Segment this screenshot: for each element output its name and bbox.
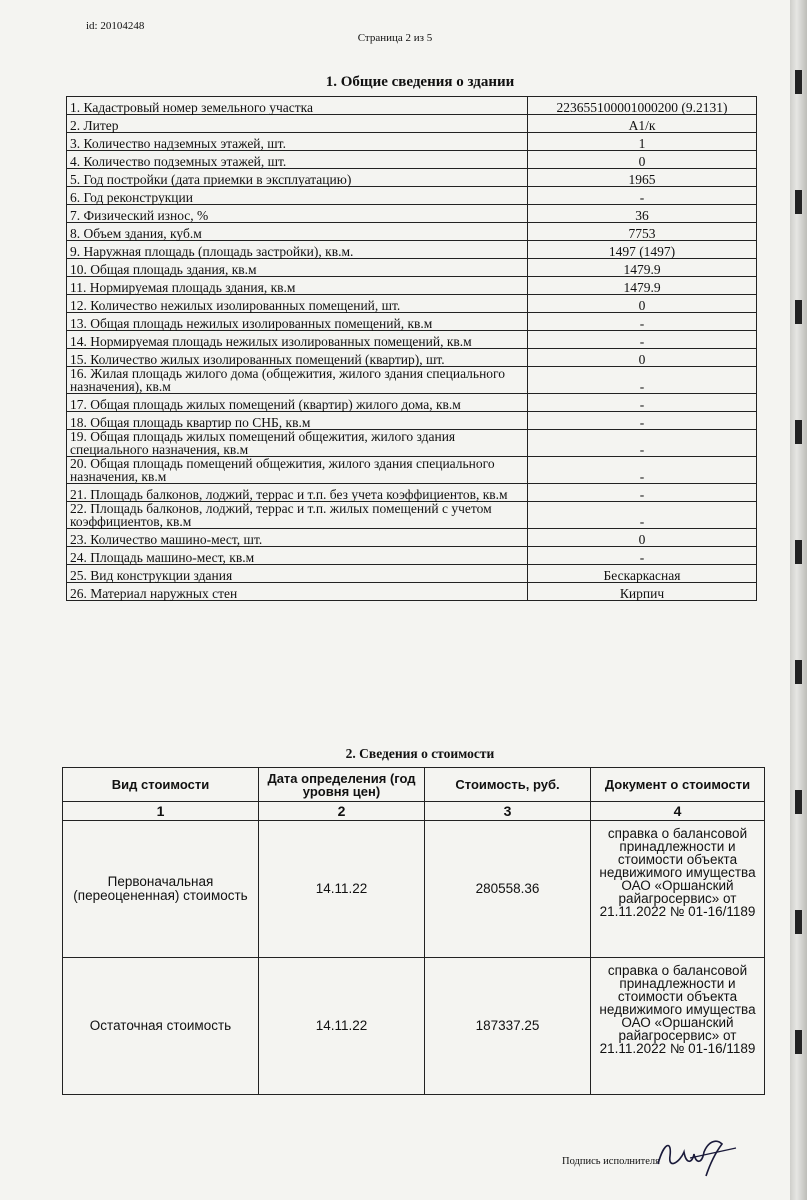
info-value: 1497 (1497) xyxy=(528,241,757,259)
info-label: 10. Общая площадь здания, кв.м xyxy=(67,259,528,277)
info-value: - xyxy=(528,394,757,412)
info-label: 14. Нормируемая площадь нежилых изолированных помещений, кв.м xyxy=(67,331,528,349)
info-label: 8. Объем здания, куб.м xyxy=(67,223,528,241)
column-number: 2 xyxy=(259,802,425,821)
info-value: 223655100001000200 (9.2131) xyxy=(528,97,757,115)
info-value: 0 xyxy=(528,349,757,367)
info-row xyxy=(67,259,757,277)
info-row xyxy=(67,349,757,367)
info-label: 22. Площадь балконов, лоджий, террас и т.п. жилых помещений с учетом коэффициентов, кв.м xyxy=(67,502,528,529)
cost-value: 187337.25 xyxy=(425,958,591,1095)
info-value: 0 xyxy=(528,295,757,313)
info-value: - xyxy=(528,412,757,430)
info-row xyxy=(67,367,757,394)
info-value: 0 xyxy=(528,151,757,169)
info-label: 17. Общая площадь жилых помещений (квартир) жилого дома, кв.м xyxy=(67,394,528,412)
info-value: - xyxy=(528,367,757,394)
info-value: Кирпич xyxy=(528,583,757,601)
building-info-table xyxy=(66,96,757,601)
info-label: 15. Количество жилых изолированных помещений (квартир), шт. xyxy=(67,349,528,367)
info-row xyxy=(67,295,757,313)
info-label: 1. Кадастровый номер земельного участка xyxy=(67,97,528,115)
document-id: id: 20104248 xyxy=(86,20,145,32)
info-value: - xyxy=(528,331,757,349)
info-label: 24. Площадь машино-мест, кв.м xyxy=(67,547,528,565)
info-value: - xyxy=(528,430,757,457)
info-value: - xyxy=(528,502,757,529)
info-label: 25. Вид конструкции здания xyxy=(67,565,528,583)
info-label: 6. Год реконструкции xyxy=(67,187,528,205)
info-value: 1479.9 xyxy=(528,259,757,277)
info-value: 1479.9 xyxy=(528,277,757,295)
info-row xyxy=(67,430,757,457)
info-row xyxy=(67,313,757,331)
info-value: А1/к xyxy=(528,115,757,133)
info-label: 11. Нормируемая площадь здания, кв.м xyxy=(67,277,528,295)
info-row xyxy=(67,241,757,259)
section2-title: 2. Сведения о стоимости xyxy=(345,746,495,761)
handwritten-signature xyxy=(650,1134,740,1180)
section1-title: 1. Общие сведения о здании xyxy=(325,74,515,90)
info-label: 2. Литер xyxy=(67,115,528,133)
cost-header-document: Документ о стоимости xyxy=(591,768,765,802)
info-value: - xyxy=(528,313,757,331)
info-value: 36 xyxy=(528,205,757,223)
info-value: 7753 xyxy=(528,223,757,241)
info-label: 9. Наружная площадь (площадь застройки), кв.м. xyxy=(67,241,528,259)
info-label: 13. Общая площадь нежилых изолированных помещений, кв.м xyxy=(67,313,528,331)
info-label: 19. Общая площадь жилых помещений общежития, жилого здания специального назначения, кв.м xyxy=(67,430,528,457)
info-label: 3. Количество надземных этажей, шт. xyxy=(67,133,528,151)
info-label: 23. Количество машино-мест, шт. xyxy=(67,529,528,547)
info-row xyxy=(67,583,757,601)
info-row xyxy=(67,529,757,547)
info-row xyxy=(67,97,757,115)
info-label: 18. Общая площадь квартир по СНБ, кв.м xyxy=(67,412,528,430)
binding-mark xyxy=(795,420,802,444)
info-row xyxy=(67,394,757,412)
binding-mark xyxy=(795,300,802,324)
info-label: 7. Физический износ, % xyxy=(67,205,528,223)
info-value: - xyxy=(528,187,757,205)
binding-mark xyxy=(795,1030,802,1054)
cost-date: 14.11.22 xyxy=(259,958,425,1095)
binding-edge xyxy=(790,0,807,1200)
info-row xyxy=(67,502,757,529)
cost-row-initial xyxy=(63,821,765,958)
info-label: 20. Общая площадь помещений общежития, жилого здания специального назначения, кв.м xyxy=(67,457,528,484)
signature-label: Подпись исполнителя xyxy=(562,1156,660,1167)
info-row xyxy=(67,412,757,430)
info-row xyxy=(67,331,757,349)
info-row xyxy=(67,277,757,295)
column-number: 4 xyxy=(591,802,765,821)
cost-header-date: Дата определения (год уровня цен) xyxy=(259,768,425,802)
binding-mark xyxy=(795,660,802,684)
info-row xyxy=(67,547,757,565)
cost-table-column-numbers xyxy=(63,802,765,821)
info-label: 4. Количество подземных этажей, шт. xyxy=(67,151,528,169)
info-row xyxy=(67,457,757,484)
info-row xyxy=(67,484,757,502)
info-value: - xyxy=(528,484,757,502)
cost-document: справка о балансовой принадлежности и стоимости объекта недвижимого имущества ОАО «Оршанский райагросервис» от 21.11.2022 № 01-16/1189 xyxy=(591,958,765,1095)
cost-row-residual xyxy=(63,958,765,1095)
info-row xyxy=(67,205,757,223)
info-value: 0 xyxy=(528,529,757,547)
cost-type: Первоначальная (переоцененная) стоимость xyxy=(63,821,259,958)
info-value: Бескаркасная xyxy=(528,565,757,583)
info-label: 12. Количество нежилых изолированных помещений, шт. xyxy=(67,295,528,313)
binding-mark xyxy=(795,790,802,814)
info-value: 1965 xyxy=(528,169,757,187)
info-row xyxy=(67,133,757,151)
cost-table-header-row xyxy=(63,768,765,802)
cost-table xyxy=(62,767,765,1095)
info-row xyxy=(67,565,757,583)
info-row xyxy=(67,169,757,187)
info-row xyxy=(67,223,757,241)
cost-document: справка о балансовой принадлежности и стоимости объекта недвижимого имущества ОАО «Оршанский райагросервис» от 21.11.2022 № 01-16/1189 xyxy=(591,821,765,958)
cost-header-cost: Стоимость, руб. xyxy=(425,768,591,802)
cost-value: 280558.36 xyxy=(425,821,591,958)
info-row xyxy=(67,115,757,133)
cost-date: 14.11.22 xyxy=(259,821,425,958)
info-label: 26. Материал наружных стен xyxy=(67,583,528,601)
info-label: 21. Площадь балконов, лоджий, террас и т.п. без учета коэффициентов, кв.м xyxy=(67,484,528,502)
info-value: - xyxy=(528,457,757,484)
info-value: - xyxy=(528,547,757,565)
info-label: 16. Жилая площадь жилого дома (общежития, жилого здания специального назначения), кв.м xyxy=(67,367,528,394)
info-label: 5. Год постройки (дата приемки в эксплуатацию) xyxy=(67,169,528,187)
info-value: 1 xyxy=(528,133,757,151)
binding-mark xyxy=(795,910,802,934)
binding-mark xyxy=(795,70,802,94)
info-row xyxy=(67,187,757,205)
cost-type: Остаточная стоимость xyxy=(63,958,259,1095)
column-number: 3 xyxy=(425,802,591,821)
column-number: 1 xyxy=(63,802,259,821)
info-row xyxy=(67,151,757,169)
binding-mark xyxy=(795,190,802,214)
binding-mark xyxy=(795,540,802,564)
cost-header-type: Вид стоимости xyxy=(63,768,259,802)
page-number: Страница 2 из 5 xyxy=(357,32,433,44)
